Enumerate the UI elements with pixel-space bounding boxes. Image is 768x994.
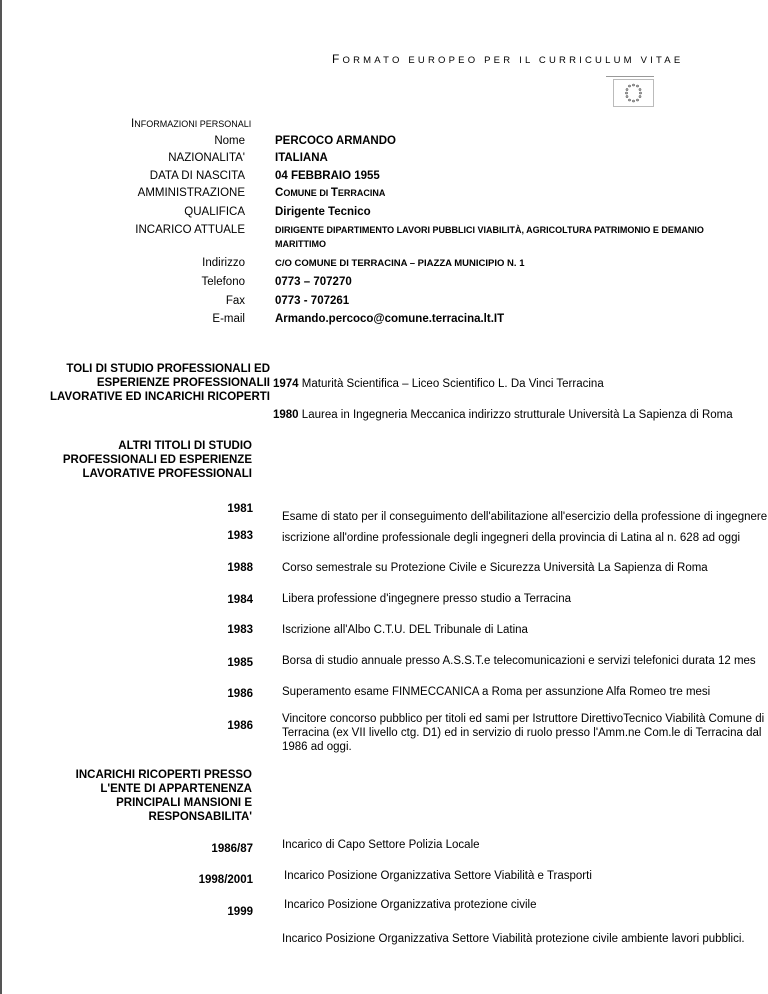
altri-text-multiline: Vincitore concorso pubblico per titoli ed sami per Istruttore DirettivoTecnico Viabilità Comune di Terracina (ex VII livello ctg. D1) ed in servizio di ruolo presso l'Amm.ne Com.le di Terracina dal 1986 ad oggi. — [282, 713, 765, 753]
altri-text: Borsa di studio annuale presso A.S.S.T.e telecomunicazioni e servizi telefonici durata 12 mes — [282, 655, 756, 667]
label-nazionalita: NAZIONALITA' — [168, 152, 245, 164]
incarichi-year: 1999 — [227, 906, 253, 918]
header-rule — [606, 76, 654, 77]
altri-year: 1983 — [227, 530, 253, 542]
section-titoli-heading: TOLI DI STUDIO PROFESSIONALI ED ESPERIENZE PROFESSIONALII LAVORATIVE ED INCARICHI RICOPERTI — [50, 363, 270, 403]
value-indirizzo: C/O COMUNE DI TERRACINA – PIAZZA MUNICIPIO N. 1 — [275, 258, 525, 269]
label-incarico-attuale: INCARICO ATTUALE — [135, 224, 245, 236]
section-incarichi-heading: INCARICHI RICOPERTI PRESSO L'ENTE DI APPARTENENZA PRINCIPALI MANSIONI E RESPONSABILITA' — [75, 769, 252, 823]
document-title: FORMATO EUROPEO PER IL CURRICULUM VITAE — [332, 52, 684, 66]
label-telefono: Telefono — [201, 276, 245, 288]
altri-year: 1986 — [227, 688, 253, 700]
incarichi-text: Incarico Posizione Organizzativa Settore Viabilità e Trasporti — [284, 870, 592, 882]
label-email: E-mail — [212, 313, 245, 325]
label-indirizzo: Indirizzo — [202, 257, 245, 269]
incarichi-year: 1998/2001 — [198, 874, 253, 886]
altri-year: 1985 — [227, 657, 253, 669]
value-qualifica: Dirigente Tecnico — [275, 206, 371, 218]
altri-year: 1981 — [227, 503, 253, 515]
page-left-border — [0, 0, 2, 994]
incarichi-text: Incarico Posizione Organizzativa protezione civile — [284, 899, 537, 911]
altri-text: Esame di stato per il conseguimento dell'abilitazione all'esercizio della professione di ingegnere — [282, 511, 768, 523]
label-qualifica: QUALIFICA — [184, 206, 245, 218]
incarichi-year: 1986/87 — [211, 843, 253, 855]
value-fax: 0773 - 707261 — [275, 295, 350, 307]
titoli-item: 1980 Laurea in Ingegneria Meccanica indirizzo strutturale Università La Sapienza di Roma — [273, 409, 733, 421]
value-incarico-attuale-line1: DIRIGENTE DIPARTIMENTO LAVORI PUBBLICI VIABILITÀ, AGRICOLTURA PATRIMONIO E DEMANIO — [275, 225, 704, 235]
titoli-item: 1974 Maturità Scientifica – Liceo Scientifico L. Da Vinci Terracina — [273, 378, 604, 390]
altri-year: 1986 — [227, 720, 253, 732]
altri-year: 1984 — [227, 594, 253, 606]
label-data-nascita: DATA DI NASCITA — [149, 170, 245, 182]
altri-year: 1988 — [227, 562, 253, 574]
incarichi-text: Incarico Posizione Organizzativa Settore Viabilità protezione civile ambiente lavori pubblici. — [282, 933, 745, 945]
eu-flag-icon — [613, 79, 654, 107]
section-altri-heading: ALTRI TITOLI DI STUDIO PROFESSIONALI ED ESPERIENZE LAVORATIVE PROFESSIONALI — [62, 440, 252, 480]
label-nome: Nome — [214, 135, 245, 147]
altri-text: iscrizione all'ordine professionale degli ingegneri della provincia di Latina al n. 628 ad oggi — [282, 532, 741, 544]
altri-text: Iscrizione all'Albo C.T.U. DEL Tribunale di Latina — [282, 624, 528, 636]
value-email: Armando.percoco@comune.terracina.lt.IT — [275, 313, 505, 325]
altri-text: Superamento esame FINMECCANICA a Roma per assunzione Alfa Romeo tre mesi — [282, 686, 711, 698]
altri-year: 1983 — [227, 624, 253, 636]
section-personal-info: INFORMAZIONI PERSONALI — [131, 118, 252, 130]
label-amministrazione: AMMINISTRAZIONE — [137, 187, 245, 199]
altri-text: Corso semestrale su Protezione Civile e Sicurezza Università La Sapienza di Roma — [282, 562, 708, 574]
value-data-nascita: 04 FEBBRAIO 1955 — [275, 170, 380, 182]
label-fax: Fax — [225, 295, 245, 307]
incarichi-text: Incarico di Capo Settore Polizia Locale — [282, 839, 480, 851]
value-incarico-attuale-line2: MARITTIMO — [275, 239, 326, 249]
value-nazionalita: ITALIANA — [275, 152, 328, 164]
value-nome: PERCOCO ARMANDO — [275, 135, 396, 147]
altri-text: Libera professione d'ingegnere presso studio a Terracina — [282, 593, 572, 605]
value-telefono: 0773 – 707270 — [275, 276, 352, 288]
value-amministrazione: COMUNE DI TERRACINA — [275, 187, 386, 199]
